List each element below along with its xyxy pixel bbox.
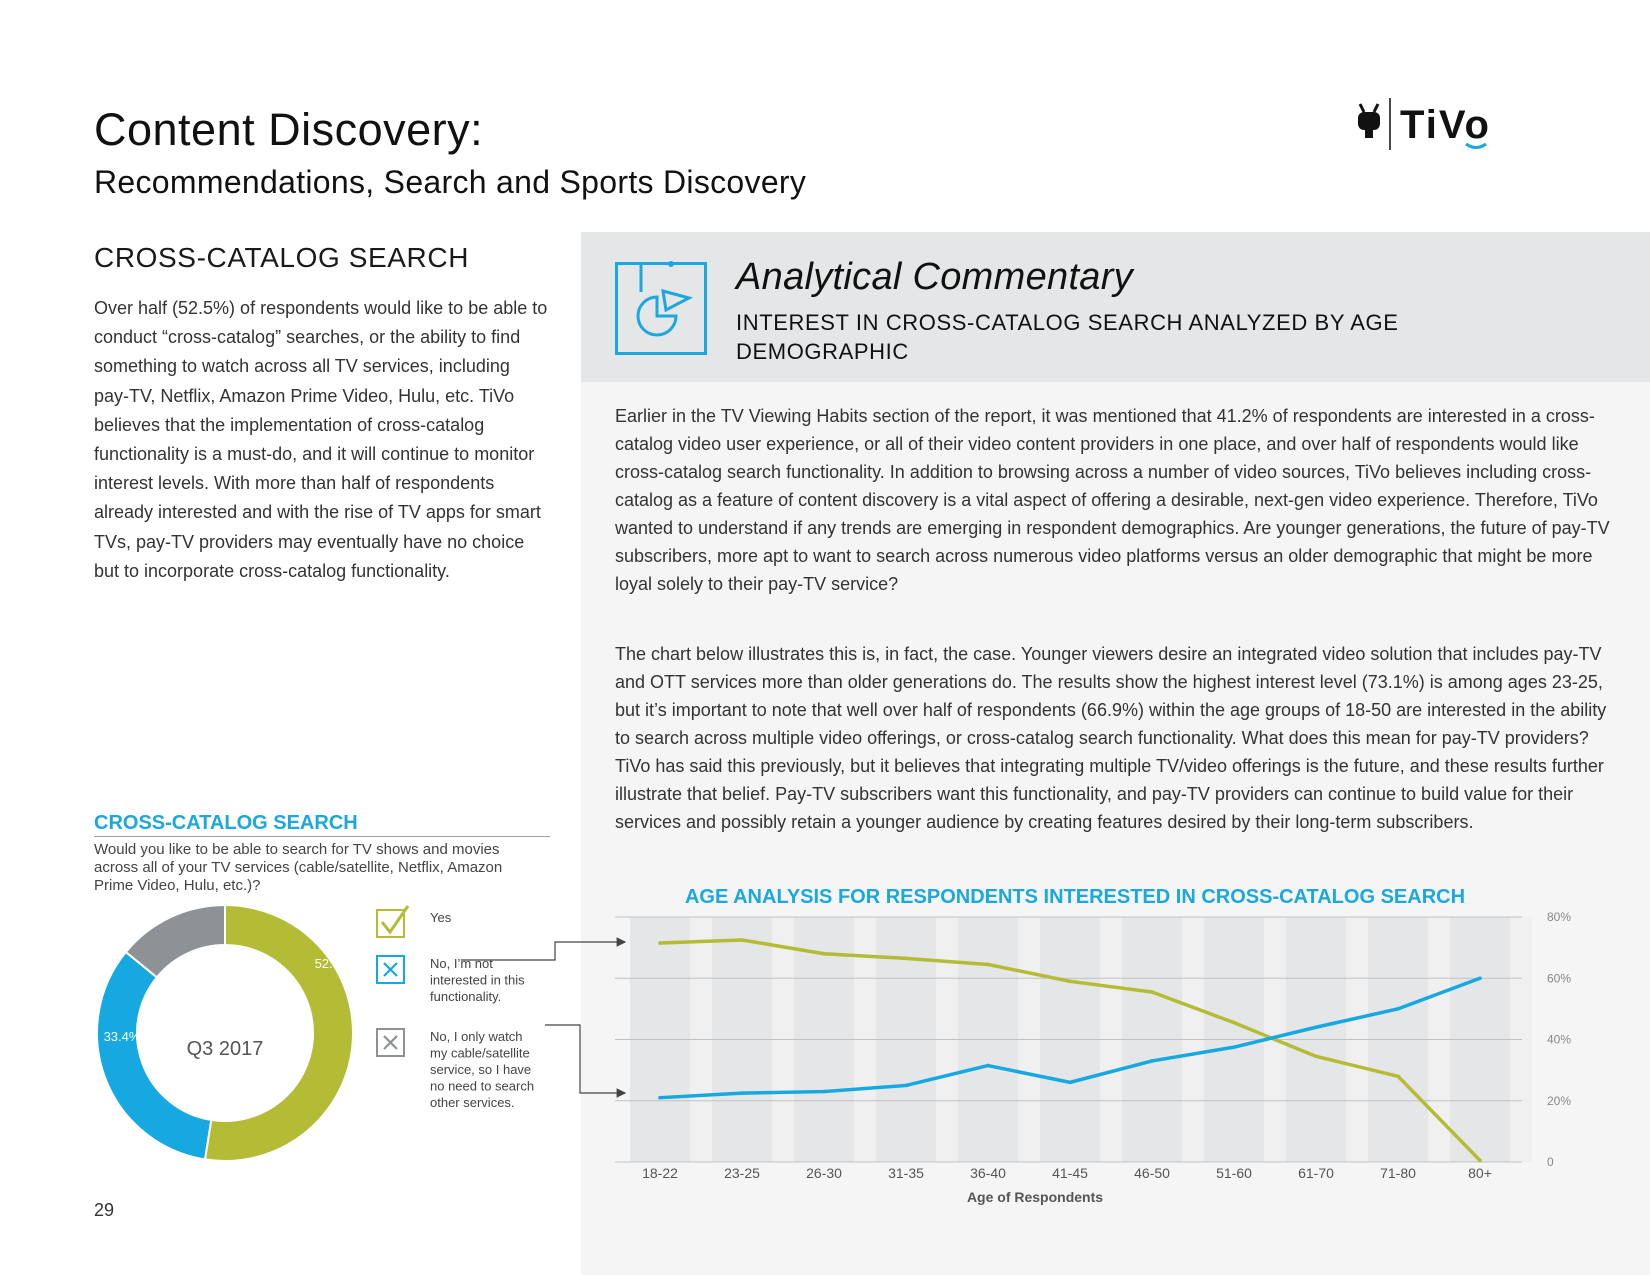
data-point [822,952,826,956]
legend-label: No, I’m not interested in this functionality. [430,956,525,1004]
page-number: 29 [94,1200,115,1220]
donut-center-label: Q3 2017 [186,1038,264,1060]
data-point [1068,1081,1072,1085]
x-tick-label: 36-40 [970,1165,1006,1181]
data-point [740,1091,744,1095]
y-tick-label: 0 [1547,1155,1554,1169]
logo-wordmark: TiVo [1400,103,1491,147]
pie-chart-icon [615,262,707,357]
section-body: Over half (52.5%) of respondents would like to be able to conduct “cross-catalog” searches, or the ability to find something to watch across all TV services, including pay-TV, Netflix, Amazon Prime Video, Hulu, etc. TiVo believes that the implementation of cross-catalog functionality is a must-do, and it will continue to monitor interest levels. With more than half of respondents already interested and with the rise of TV apps for smart TVs, pay-TV providers may eventually have no choice but to incorporate cross-catalog functionality. [94,298,548,581]
data-point [1068,980,1072,984]
donut-data-label: 14.1% [159,890,197,906]
divider [94,836,550,837]
x-tick-label: 23-25 [724,1165,760,1181]
data-point [904,1084,908,1088]
x-tick-label: 46-50 [1134,1165,1170,1181]
commentary-title: Analytical Commentary [736,256,1133,298]
y-tick-label: 40% [1547,1032,1572,1047]
page-subtitle: Recommendations, Search and Sports Discovery [94,164,807,200]
legend-label: No, I only watch my cable/satellite service, so I have no need to search other services. [430,1029,535,1110]
data-point [1232,1045,1236,1049]
y-tick-label: 20% [1547,1093,1572,1108]
x-tick-label: 61-70 [1298,1165,1334,1181]
y-tick-label: 60% [1547,971,1572,986]
data-point [1314,1025,1318,1029]
commentary-paragraph-1: Earlier in the TV Viewing Habits section of the report, it was mentioned that 41.2% of respondents are interested in a cross-catalog video user experience, or all of their video content providers in one place, and over half of respondents would like cross-catalog search functionality. In addition to browsing across a number of video sources, TiVo believes including cross-catalog as a feature of content discovery is a vital aspect of offering a desirable, next-gen video experience. Therefore, TiVo wanted to understand if any trends are emerging in respondent demographics. Are younger generations, the future of pay-TV subscribers, more apt to want to search across numerous video platforms versus an older demographic that might be more loyal solely to their pay-TV service? [615,406,1610,594]
donut-data-label: 33.4% [103,1029,141,1044]
line-chart-title: AGE ANALYSIS FOR RESPONDENTS INTERESTED IN CROSS-CATALOG SEARCH [684,886,1466,908]
data-point [658,941,662,945]
data-point [1396,1074,1400,1078]
x-icon [377,1029,404,1056]
x-tick-label: 41-45 [1052,1165,1088,1181]
data-point [904,957,908,961]
data-point [986,1064,990,1068]
page-title: Content Discovery: [94,104,484,155]
x-tick-label: 71-80 [1380,1165,1416,1181]
y-tick-label: 80% [1547,910,1572,924]
data-point [1478,976,1482,980]
x-icon [377,956,404,983]
x-axis-label: Age of Respondents [966,1189,1104,1205]
data-point [1396,1007,1400,1011]
x-tick-label: 26-30 [806,1165,842,1181]
data-point [1232,1021,1236,1025]
x-tick-label: 31-35 [888,1165,924,1181]
data-point [1150,1059,1154,1063]
data-point [986,963,990,967]
donut-data-label: 52.5% [314,956,352,971]
tivo-logo [1358,94,1558,154]
commentary-paragraph-2: The chart below illustrates this is, in fact, the case. Younger viewers desire an integrated video solution that includes pay-TV and OTT services more than older generations do. The results show the highest interest level (73.1%) is among ages 23-25, but it’s important to note that well over half of respondents (66.9%) within the age groups of 18-50 are interested in the ability to search across multiple video offerings, or cross-catalog search functionality. What does this mean for pay-TV providers? TiVo has said this previously, but it believes that integrating multiple TV/video offerings is the future, and these results further illustrate that belief. Pay-TV subscribers want this functionality, and pay-TV providers can continue to build value for their services and possibly retain a younger audience by creating features desired by their long-term subscribers. [615,644,1607,832]
x-tick-label: 51-60 [1216,1165,1252,1181]
tv-mascot-icon [1358,104,1380,138]
commentary-subtitle: INTEREST IN CROSS-CATALOG SEARCH ANALYZED BY AGE DEMOGRAPHIC [736,310,1399,364]
data-point [658,1096,662,1100]
data-point [822,1090,826,1094]
legend-item [377,906,452,937]
x-tick-label: 80+ [1468,1165,1492,1181]
legend-label: Yes [430,910,452,925]
donut-question: Would you like to be able to search for TV shows and movies across all of your TV services (cable/satellite, Netflix, Amazon Prime Video, Hulu, etc.)? [94,841,503,894]
x-tick-label: 18-22 [642,1165,678,1181]
section-heading: CROSS-CATALOG SEARCH [94,242,470,273]
data-point [740,938,744,942]
data-point [1314,1055,1318,1059]
legend-connector-arrows [455,930,635,1110]
donut-slice [205,905,353,1161]
donut-chart-title: CROSS-CATALOG SEARCH [94,812,358,834]
data-point [1150,990,1154,994]
age-line-chart [600,880,1650,1220]
check-icon [377,906,408,937]
data-point [1478,1159,1482,1163]
